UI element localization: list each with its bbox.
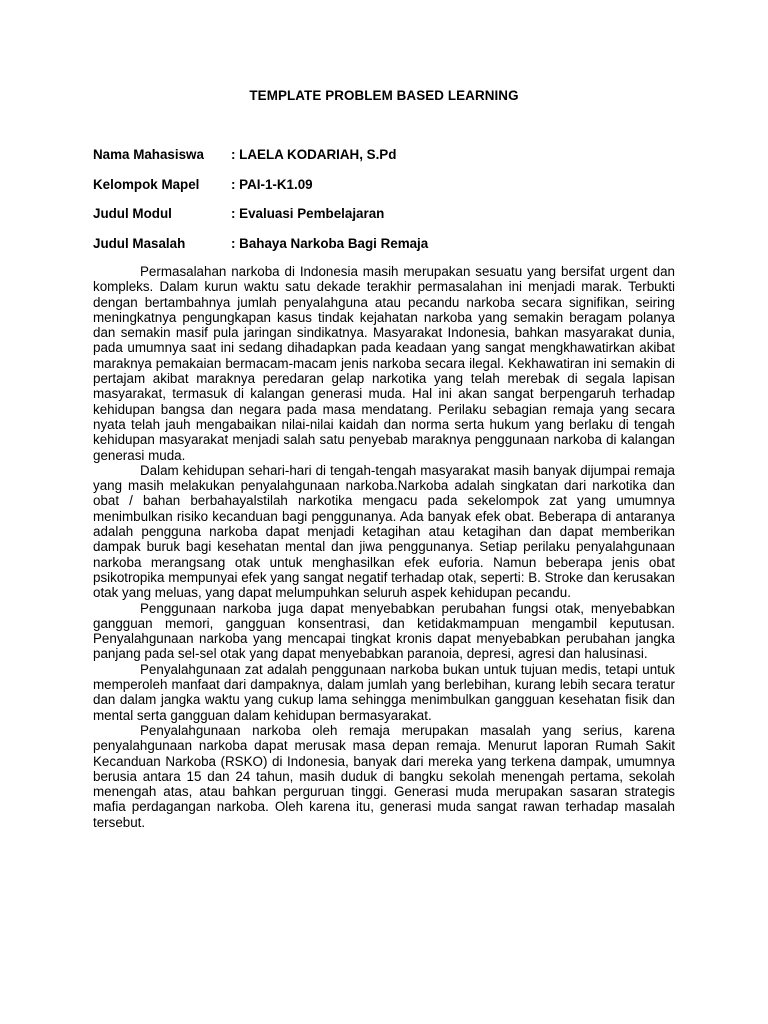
body-paragraph: Penyalahgunaan zat adalah penggunaan narkoba bukan untuk tujuan medis, tetapi untuk memperoleh manfaat dari dampaknya, dalam jumlah yang berlebihan, kurang lebih secara teratur dan dalam jangka waktu yang cukup lama sehingga menimbulkan gangguan kesehatan fisik dan mental serta gangguan dalam kehidupan bermasyarakat. [93, 661, 675, 723]
meta-value: : LAELA KODARIAH, S.Pd [231, 147, 397, 162]
meta-value: : Bahaya Narkoba Bagi Remaja [231, 236, 429, 251]
meta-value: : Evaluasi Pembelajaran [231, 206, 385, 221]
document-title: TEMPLATE PROBLEM BASED LEARNING [249, 88, 519, 103]
meta-value: : PAI-1-K1.09 [231, 177, 313, 192]
body-paragraph: Dalam kehidupan sehari-hari di tengah-tengah masyarakat masih banyak dijumpai remaja yang masih melakukan penyalahgunaan narkoba.Narkoba adalah singkatan dari narkotika dan obat / bahan berbahayalstilah narkotika mengacu pada sekelompok zat yang umumnya menimbulkan risiko kecanduan bagi penggunanya. Ada banyak efek obat. Beberapa di antaranya adalah pengguna narkoba dapat menjadi ketagihan atau ketagihan dan dapat memberikan dampak buruk bagi kesehatan mental dan jiwa penggunanya. Setiap perilaku penyalahgunaan narkoba merangsang otak untuk menghasilkan efek euforia. Namun beberapa jenis obat psikotropika mempunyai efek yang sangat negatif terhadap otak, seperti: B. Stroke dan kerusakan otak yang meluas, yang dapat melumpuhkan seluruh aspek kehidupan pecandu. [93, 462, 675, 601]
meta-label: Judul Masalah [93, 236, 186, 251]
meta-label: Kelompok Mapel [93, 177, 200, 192]
body-paragraph: Penggunaan narkoba juga dapat menyebabkan perubahan fungsi otak, menyebabkan gangguan memori, gangguan konsentrasi, dan ketidakmampuan mengambil keputusan. Penyalahgunaan narkoba yang mencapai tingkat kronis dapat menyebabkan perubahan jangka panjang pada sel-sel otak yang dapat menyebabkan paranoia, depresi, agresi dan halusinasi. [93, 600, 675, 662]
document-body [93, 264, 675, 830]
meta-label: Nama Mahasiswa [93, 147, 204, 162]
body-paragraph: Penyalahgunaan narkoba oleh remaja merupakan masalah yang serius, karena penyalahgunaan narkoba dapat merusak masa depan remaja. Menurut laporan Rumah Sakit Kecanduan Narkoba (RSKO) di Indonesia, banyak dari mereka yang terkena dampak, umumnya berusia antara 15 dan 24 tahun, masih duduk di bangku sekolah menengah pertama, sekolah menengah atas, atau bahkan perguruan tinggi. Generasi muda merupakan sasaran strategis mafia perdagangan narkoba. Oleh karena itu, generasi muda sangat rawan terhadap masalah tersebut. [93, 722, 675, 830]
meta-label: Judul Modul [93, 206, 172, 221]
body-paragraph: Permasalahan narkoba di Indonesia masih merupakan sesuatu yang bersifat urgent dan kompleks. Dalam kurun waktu satu dekade terakhir permasalahan ini menjadi marak. Terbukti dengan bertambahnya jumlah penyalahguna atau pecandu narkoba secara signifikan, seiring meningkatnya pengungkapan kasus tindak kejahatan narkoba yang semakin beragam polanya dan semakin masif pula jaringan sindikatnya. Masyarakat Indonesia, bahkan masyarakat dunia, pada umumnya saat ini sedang dihadapkan pada keadaan yang sangat mengkhawatirkan akibat maraknya pemakaian bermacam-macam jenis narkoba secara ilegal. Kekhawatiran ini semakin di pertajam akibat maraknya peredaran gelap narkotika yang telah merebak di segala lapisan masyarakat, termasuk di kalangan generasi muda. Hal ini akan sangat berpengaruh terhadap kehidupan bangsa dan negara pada masa mendatang. Perilaku sebagian remaja yang secara nyata telah jauh mengabaikan nilai-nilai kaidah dan norma serta hukum yang berlaku di tengah kehidupan masyarakat menjadi salah satu penyebab maraknya penggunaan narkoba di kalangan generasi muda. [93, 264, 675, 463]
